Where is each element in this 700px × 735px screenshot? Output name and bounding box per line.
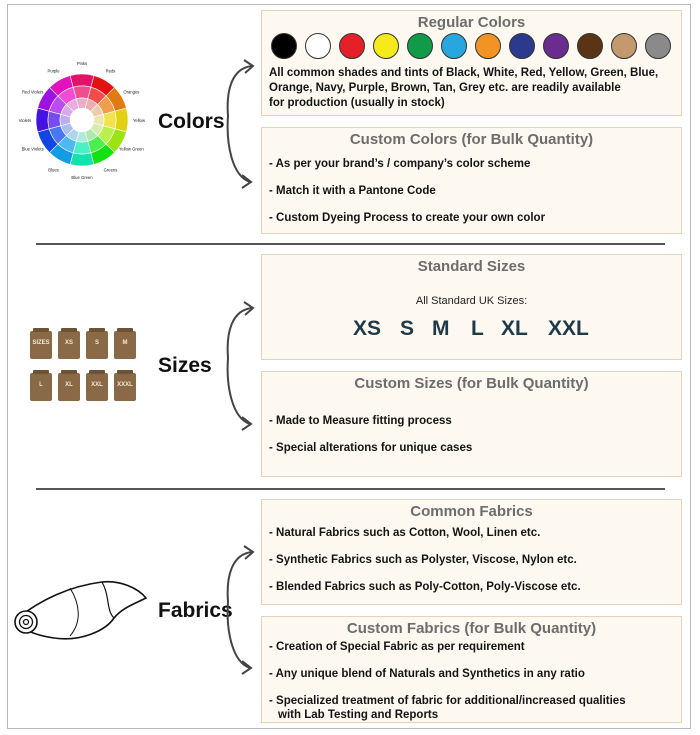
color-wheel-label: Yellow — [133, 118, 145, 123]
size-m: M — [432, 317, 450, 340]
regular-colors-box — [261, 10, 682, 116]
size-l: L — [471, 317, 484, 340]
standard-sizes-title: Standard Sizes — [417, 258, 526, 275]
custom-sizes-item-1: - Made to Measure fitting process — [269, 415, 452, 427]
swatch-grey — [645, 33, 671, 59]
color-wheel-label: Blue Green — [71, 175, 93, 180]
swatch-white — [305, 33, 331, 59]
color-wheel-label: Reds — [105, 68, 116, 74]
custom-fabrics-item-2: - Any unique blend of Naturals and Synthetics in any ratio — [269, 668, 585, 680]
custom-fabrics-item-1: - Creation of Special Fabric as per requirement — [269, 641, 525, 653]
colors-label: Colors — [158, 110, 225, 133]
custom-colors-item-1: - As per your brand’s / company’s color scheme — [269, 158, 531, 170]
swatch-red — [339, 33, 365, 59]
custom-fabrics-title: Custom Fabrics (for Bulk Quantity) — [346, 620, 597, 637]
swatch-purple — [543, 33, 569, 59]
color-wheel-label: Purple — [47, 68, 60, 74]
swatch-yellow — [373, 33, 399, 59]
size-bag: XS — [58, 331, 80, 359]
custom-colors-title: Custom Colors (for Bulk Quantity) — [349, 131, 594, 148]
color-wheel-label: Greens — [103, 167, 118, 173]
color-wheel-label: Yellow Green — [118, 146, 144, 152]
common-fabrics-title: Common Fabrics — [410, 503, 533, 520]
size-bag: SIZES — [30, 331, 52, 359]
color-wheel-segment — [70, 74, 94, 87]
color-wheel-label: Blues — [48, 167, 59, 173]
common-fabrics-item-3: - Blended Fabrics such as Poly-Cotton, Poly-Viscose etc. — [269, 581, 581, 593]
fabric-roll-icon — [10, 578, 155, 648]
color-wheel-segment — [36, 108, 49, 132]
sizes-label: Sizes — [158, 354, 212, 377]
fabrics-bracket-arrow — [212, 540, 262, 680]
regular-colors-line-3: for production (usually in stock) — [269, 97, 445, 109]
color-wheel-center — [70, 108, 94, 132]
size-bag: L — [30, 373, 52, 401]
swatch-tan — [611, 33, 637, 59]
custom-sizes-item-2: - Special alterations for unique cases — [269, 442, 473, 454]
color-wheel-segment — [115, 108, 128, 132]
color-wheel-label: Oranges — [123, 89, 140, 95]
colors-bracket-arrow — [212, 54, 262, 194]
color-wheel-segment — [73, 86, 91, 99]
custom-colors-item-2: - Match it with a Pantone Code — [269, 185, 436, 197]
regular-colors-line-1: All common shades and tints of Black, White, Red, Yellow, Green, Blue, — [269, 67, 659, 79]
sizes-bracket-arrow — [212, 296, 262, 436]
swatch-orange — [475, 33, 501, 59]
color-wheel-label: Violets — [18, 118, 32, 123]
size-xxl: XXL — [548, 317, 589, 340]
size-bag: M — [114, 331, 136, 359]
custom-fabrics-box — [261, 616, 682, 723]
custom-sizes-title: Custom Sizes (for Bulk Quantity) — [354, 375, 589, 392]
custom-colors-box — [261, 127, 682, 234]
fabrics-label: Fabrics — [158, 599, 233, 622]
size-bag: XXXL — [114, 373, 136, 401]
divider-sizes-fabrics — [36, 488, 665, 490]
common-fabrics-item-2: - Synthetic Fabrics such as Polyster, Viscose, Nylon etc. — [269, 554, 577, 566]
size-s: S — [400, 317, 415, 340]
size-bag: S — [86, 331, 108, 359]
swatch-navy — [509, 33, 535, 59]
size-bag: XL — [58, 373, 80, 401]
color-wheel-icon — [18, 49, 150, 189]
custom-sizes-box — [261, 371, 682, 477]
common-fabrics-box — [261, 499, 682, 605]
regular-colors-line-2: Orange, Navy, Purple, Brown, Tan, Grey etc. are readily available — [269, 82, 621, 94]
color-wheel-label: Pinks — [76, 61, 88, 66]
swatch-black — [271, 33, 297, 59]
custom-fabrics-item-3-cont: with Lab Testing and Reports — [278, 709, 439, 721]
custom-fabrics-item-3: - Specialized treatment of fabric for additional/increased qualities — [269, 695, 626, 707]
swatch-brown — [577, 33, 603, 59]
common-fabrics-item-1: - Natural Fabrics such as Cotton, Wool, Linen etc. — [269, 527, 541, 539]
standard-sizes-subtitle: All Standard UK Sizes: — [415, 295, 528, 307]
swatch-green — [407, 33, 433, 59]
color-wheel-label: Blue Violets — [21, 146, 44, 152]
size-xs: XS — [353, 317, 382, 340]
swatch-blue — [441, 33, 467, 59]
regular-colors-title: Regular Colors — [417, 14, 526, 31]
custom-colors-item-3: - Custom Dyeing Process to create your own color — [269, 212, 546, 224]
size-bag: XXL — [86, 373, 108, 401]
standard-sizes-box — [261, 254, 682, 360]
divider-colors-sizes — [36, 243, 665, 245]
size-xl: XL — [501, 317, 528, 340]
color-wheel-segment — [70, 153, 94, 166]
color-wheel-label: Red Violets — [21, 89, 44, 95]
